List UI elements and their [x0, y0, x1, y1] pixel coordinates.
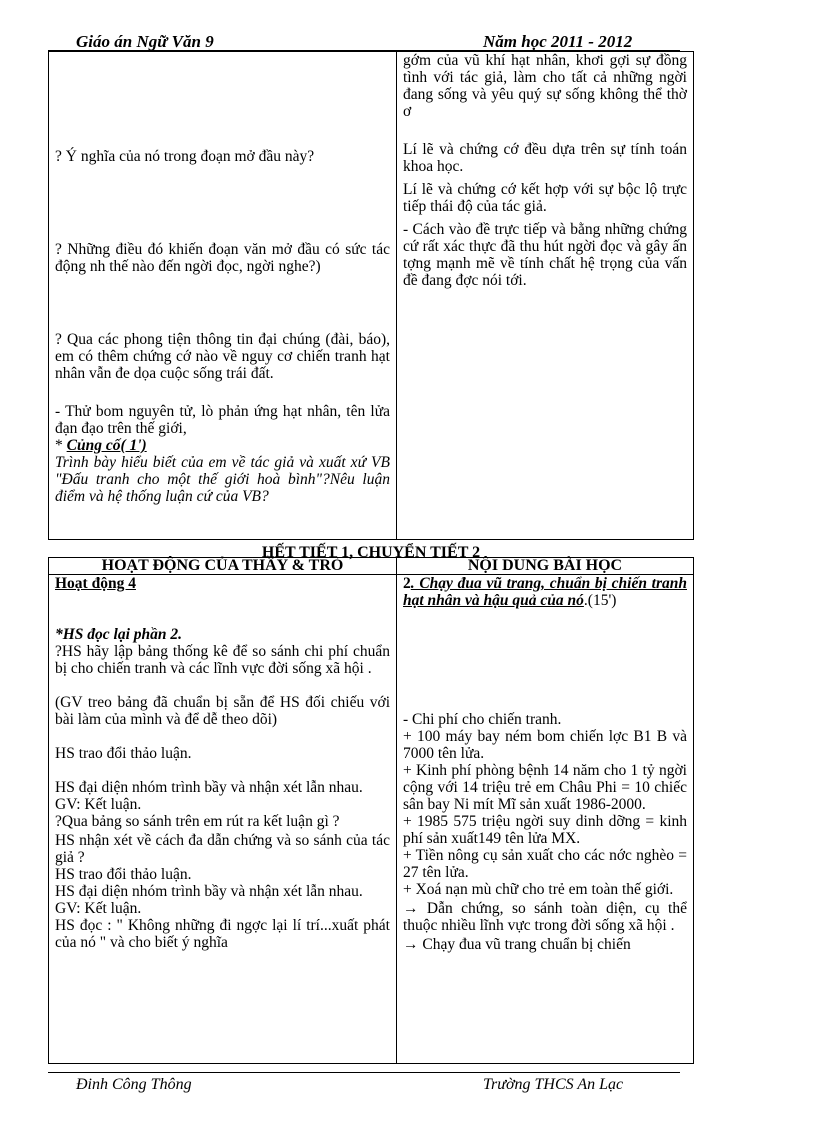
- header-subject: Giáo án Ngữ Văn 9: [76, 32, 214, 51]
- content-item: + Tiền nông cụ sản xuất cho các nớc nghèo = 27 tên lửa.: [403, 847, 687, 881]
- footer-rule: [48, 1072, 680, 1073]
- consolidation-text: Trình bày hiểu biết của em về tác giả và xuất xứ VB "Đấu tranh cho một thế giới hoà bình"?Nêu luận điểm và hệ thống luận cứ của VB?: [55, 454, 390, 505]
- lesson-content-column: [397, 52, 694, 540]
- section-title-text: . Chạy đua vũ trang, chuẩn bị chiến tranh hạt nhân và hậu quả của nó: [403, 575, 687, 609]
- content-paragraph: Lí lẽ và chứng cớ đều dựa trên sự tính toán khoa học.: [403, 141, 687, 175]
- footer-school: Trường THCS An Lạc: [483, 1076, 624, 1093]
- column-header-activities: HOẠT ĐỘNG CỦA THẦY & TRÒ: [49, 558, 397, 575]
- arrow-icon: →: [403, 900, 419, 917]
- section-title: [403, 575, 687, 609]
- question-evidence: ? Qua các phong tiện thông tin đại chúng (đài, báo), em có thêm chứng cớ nào về nguy cơ chiến tranh hạt nhân vẫn đe dọa cuộc sống trái đất.: [55, 331, 390, 382]
- content-item: + Kinh phí phòng bệnh 14 năm cho 1 tỷ ngời cộng với 14 triệu trẻ em Châu Phi = 10 chiếc sân bay Ni mít Mĩ sản xuất 1986-2000.: [403, 762, 687, 813]
- activity-text: ?HS hãy lập bảng thống kê để so sánh chi phí chuẩn bị cho chiến tranh và các lĩnh vực đời sống xã hội .: [55, 643, 390, 677]
- content-item: → Chạy đua vũ trang chuẩn bị chiến: [403, 936, 631, 953]
- content-item: - Chi phí cho chiến tranh.: [403, 711, 562, 728]
- content-paragraph: - Cách vào đề trực tiếp và bằng những chứng cứ rất xác thực đã thu hút ngời đọc và gây ấn tợng mạnh mẽ về tính chất hệ trọng của vấn đề đang đợc nói tới.: [403, 221, 687, 289]
- footer-author: Đinh Công Thông: [76, 1076, 192, 1093]
- activity-text: GV: Kết luận.: [55, 796, 142, 813]
- header-school-year: Năm học 2011 - 2012: [483, 32, 633, 51]
- period-separator: HẾT TIẾT 1, CHUYỂN TIẾT 2: [261, 544, 481, 561]
- content-item: → Dẫn chứng, so sánh toàn diện, cụ thể thuộc nhiều lĩnh vực trong đời sống xã hội .: [403, 900, 687, 934]
- content-item: + 100 máy bay ném bom chiến lợc B1 B và 7000 tên lửa.: [403, 728, 687, 762]
- lesson-content-column: [397, 575, 694, 1064]
- activity-text: HS đại diện nhóm trình bầy và nhận xét lẫn nhau.: [55, 883, 363, 900]
- activity-title: Hoạt động 4: [55, 575, 136, 592]
- content-paragraph: Lí lẽ và chứng cớ kết hợp với sự bộc lộ trực tiếp thái độ của tác giả.: [403, 181, 687, 215]
- column-header-content: NỘI DUNG BÀI HỌC: [397, 558, 694, 575]
- activity-text: HS đại diện nhóm trình bầy và nhận xét lẫn nhau.: [55, 779, 363, 796]
- question-impact: ? Những điều đó khiến đoạn văn mở đầu có sức tác động nh thế nào đến ngời đọc, ngời nghe?): [55, 241, 390, 275]
- activity-text: GV: Kết luận.: [55, 900, 142, 917]
- activity-text: ?Qua bảng so sánh trên em rút ra kết luận gì ?: [55, 813, 340, 830]
- activity-text: HS đọc : " Không những đi ngợc lại lí trí...xuất phát của nó " và cho biết ý nghĩa: [55, 917, 390, 951]
- consolidation-label: Củng cố( 1'): [66, 437, 147, 454]
- reading-instruction: *HS đọc lại phần 2.: [55, 626, 183, 643]
- teacher-student-column: [49, 575, 397, 1064]
- arrow-icon: →: [403, 936, 419, 953]
- section-number: 2: [403, 575, 411, 592]
- consolidation-star: *: [55, 437, 67, 454]
- activity-text: HS trao đổi thảo luận.: [55, 745, 192, 762]
- content-item: + 1985 575 triệu ngời suy dinh dỡng = kinh phí sản xuất149 tên lửa MX.: [403, 813, 687, 847]
- content-item: + Xoá nạn mù chữ cho trẻ em toàn thế giới.: [403, 881, 674, 898]
- activity-text: HS trao đổi thảo luận.: [55, 866, 192, 883]
- lesson-table-part1: [48, 51, 694, 540]
- activity-text: (GV treo bảng đã chuẩn bị sẵn để HS đối chiếu với bài làm của mình và để dễ theo dõi): [55, 694, 390, 728]
- question-meaning: ? Ý nghĩa của nó trong đoạn mở đầu này?: [55, 148, 315, 165]
- content-paragraph: gớm của vũ khí hạt nhân, khơi gợi sự đồng tình với tác giả, làm cho tất cả những ngời đang sống và yêu quý sự sống không thể thờ ơ: [403, 52, 687, 120]
- teacher-student-column: [49, 52, 397, 540]
- consolidation-block: [55, 437, 390, 505]
- lesson-table-part2: [48, 557, 694, 1064]
- section-time: .(15'): [583, 592, 617, 609]
- activity-text: HS nhận xét về cách đa dẫn chứng và so sánh của tác giả ?: [55, 832, 390, 866]
- answer-evidence: - Thử bom nguyên tử, lò phản ứng hạt nhân, tên lửa đạn đạo trên thế giới,: [55, 403, 390, 437]
